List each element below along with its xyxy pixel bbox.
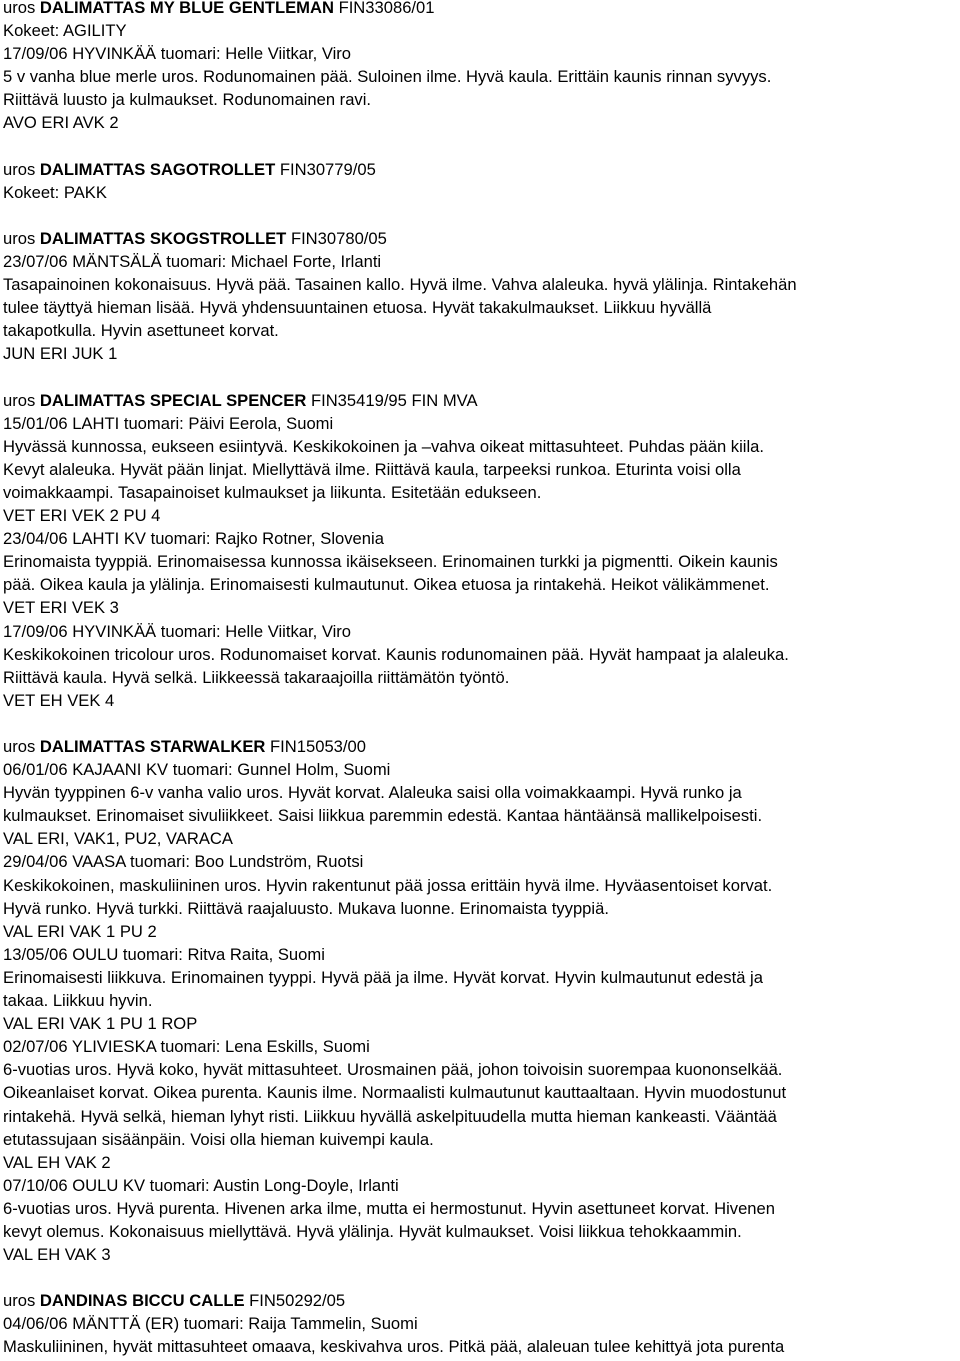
dog-registration: FIN30779/05 bbox=[275, 159, 376, 179]
dog-registration: FIN15053/00 bbox=[265, 737, 366, 756]
dog-name: DALIMATTAS SAGOTROLLET bbox=[39, 159, 276, 179]
entry-text-line: voimakkaampi. Tasapainoiset kulmaukset ja liikunta. Esitetään edukseen. bbox=[3, 482, 542, 502]
entry-text-line: 07/10/06 OULU KV tuomari: Austin Long-Doyle, Irlanti bbox=[3, 1175, 399, 1195]
blank-line bbox=[3, 204, 958, 227]
dog-name: DALIMATTAS MY BLUE GENTLEMAN bbox=[39, 0, 334, 17]
entry-text-line: VAL EH VAK 2 bbox=[3, 1152, 111, 1172]
dog-registration: FIN33086/01 bbox=[333, 0, 435, 17]
entry-text-line: 6-vuotias uros. Hyvä purenta. Hivenen arka ilme, mutta ei hermostunut. Hyvin asettuneet korvat. Hivenen bbox=[3, 1198, 775, 1218]
entry-text-line: 17/09/06 HYVINKÄÄ tuomari: Helle Viitkar, Viro bbox=[3, 621, 352, 641]
entry-text-line: Riittävä luusto ja kulmaukset. Rodunomainen ravi. bbox=[3, 90, 372, 110]
entry-text-line: Kevyt alaleuka. Hyvät pään linjat. Miellyttävä ilme. Riittävä kaula, tarpeeksi runkoa. Eturinta voisi olla bbox=[3, 459, 741, 479]
dog-name: DALIMATTAS STARWALKER bbox=[39, 737, 266, 756]
dog-registration: FIN50292/05 bbox=[244, 1291, 346, 1311]
entry-header bbox=[3, 227, 958, 250]
entry-text-line: VAL ERI VAK 1 PU 1 ROP bbox=[3, 1014, 198, 1034]
entry-text-line: Riittävä kaula. Hyvä selkä. Liikkeessä takaraajoilla riittämätön työntö. bbox=[3, 667, 510, 687]
entry-text-line: rintakehä. Hyvä selkä, hieman lyhyt risti. Liikkuu hyvällä askelpituudella mutta hieman kankeasti. Vääntää bbox=[3, 1106, 777, 1126]
entry-text-line: Hyvän tyyppinen 6-v vanha valio uros. Hyvät korvat. Alaleuka saisi olla voimakkaampi. Hyvä runko ja bbox=[3, 783, 742, 803]
entry-text-line: 04/06/06 MÄNTTÄ (ER) tuomari: Raija Tammelin, Suomi bbox=[3, 1314, 418, 1334]
dog-entry bbox=[3, 735, 958, 1266]
entry-text-line: takaa. Liikkuu hyvin. bbox=[3, 991, 153, 1011]
entry-header bbox=[3, 735, 958, 758]
blank-line bbox=[3, 712, 958, 735]
entry-text-line: Hyvä runko. Hyvä turkki. Riittävä raajaluusto. Mukava luonne. Erinomaista tyyppiä. bbox=[3, 898, 609, 918]
entry-text-line: AVO ERI AVK 2 bbox=[3, 113, 119, 133]
dog-sex: uros bbox=[3, 1291, 40, 1311]
dog-sex: uros bbox=[3, 159, 40, 179]
entry-text-line: etutassujaan sisäänpäin. Voisi olla hieman kuivempi kaula. bbox=[3, 1129, 434, 1149]
entry-header bbox=[3, 0, 958, 19]
entry-text-line: VAL EH VAK 3 bbox=[3, 1245, 111, 1265]
dog-sex: uros bbox=[3, 390, 40, 410]
blank-line bbox=[3, 1266, 958, 1289]
dog-entry bbox=[3, 1289, 958, 1358]
entry-text-line: tulee täyttyä hieman lisää. Hyvä yhdensuuntainen etuosa. Hyvät takakulmaukset. Liikkuu hyvällä bbox=[3, 298, 712, 318]
entry-text-line: Tasapainoinen kokonaisuus. Hyvä pää. Tasainen kallo. Hyvä ilme. Vahva alaleuka. hyvä ylälinja. Rintakehän bbox=[3, 275, 797, 295]
dog-entry bbox=[3, 389, 958, 712]
blank-line bbox=[3, 366, 958, 389]
entry-header bbox=[3, 1289, 958, 1312]
entry-text-line: 5 v vanha blue merle uros. Rodunomainen pää. Suloinen ilme. Hyvä kaula. Erittäin kaunis rinnan syvyys. bbox=[3, 67, 772, 87]
entry-text-line: 02/07/06 YLIVIESKA tuomari: Lena Eskills, Suomi bbox=[3, 1037, 370, 1057]
dog-name: DALIMATTAS SKOGSTROLLET bbox=[39, 228, 287, 248]
entry-text-line: Hyvässä kunnossa, eukseen esiintyvä. Keskikokoinen ja –vahva oikeat mittasuhteet. Puhdas pään kiila. bbox=[3, 436, 764, 456]
entry-text-line: takapotkulla. Hyvin asettuneet korvat. bbox=[3, 321, 279, 341]
entry-text-line: Keskikokoinen tricolour uros. Rodunomaiset korvat. Kaunis rodunomainen pää. Hyvät hampaat ja alaleuka. bbox=[3, 644, 789, 664]
entry-text-line: VET ERI VEK 2 PU 4 bbox=[3, 506, 161, 526]
entry-text-line: VET EH VEK 4 bbox=[3, 690, 115, 710]
entry-text-line: 17/09/06 HYVINKÄÄ tuomari: Helle Viitkar, Viro bbox=[3, 44, 352, 64]
blank-line bbox=[3, 135, 958, 158]
entry-text-line: 23/04/06 LAHTI KV tuomari: Rajko Rotner, Slovenia bbox=[3, 529, 384, 549]
dog-registration: FIN35419/95 FIN MVA bbox=[306, 390, 478, 410]
entry-header bbox=[3, 389, 958, 412]
dog-entry bbox=[3, 158, 958, 204]
dog-name: DANDINAS BICCU CALLE bbox=[39, 1291, 245, 1311]
entry-text-line: Kokeet: AGILITY bbox=[3, 21, 127, 41]
entry-text-line: Oikeanlaiset korvat. Oikea purenta. Kaunis ilme. Normaalisti kulmautunut kauttaaltaan. Hyvin muodostunut bbox=[3, 1083, 787, 1103]
entry-text-line: 06/01/06 KAJAANI KV tuomari: Gunnel Holm, Suomi bbox=[3, 760, 391, 780]
document-page bbox=[3, 0, 958, 1359]
entry-text-line: Kokeet: PAKK bbox=[3, 182, 107, 202]
dog-name: DALIMATTAS SPECIAL SPENCER bbox=[39, 390, 307, 410]
entry-text-line: Erinomaista tyyppiä. Erinomaisessa kunnossa ikäisekseen. Erinomainen turkki ja pigmentti. Oikein kaunis bbox=[3, 552, 778, 572]
entry-text-line: 6-vuotias uros. Hyvä koko, hyvät mittasuhteet. Urosmainen pää, johon toivoisin suorempaa kuononselkää. bbox=[3, 1060, 783, 1080]
entry-text-line: VET ERI VEK 3 bbox=[3, 598, 119, 618]
entry-text-line: VAL ERI VAK 1 PU 2 bbox=[3, 921, 157, 941]
entry-text-line: Keskikokoinen, maskuliininen uros. Hyvin rakentunut pää jossa erittäin hyvä ilme. Hyväasentoiset korvat. bbox=[3, 875, 773, 895]
entry-text-line: 15/01/06 LAHTI tuomari: Päivi Eerola, Suomi bbox=[3, 413, 334, 433]
entry-text-line: JUN ERI JUK 1 bbox=[3, 344, 118, 364]
dog-sex: uros bbox=[3, 737, 40, 756]
entry-text-line: 13/05/06 OULU tuomari: Ritva Raita, Suomi bbox=[3, 944, 325, 964]
dog-registration: FIN30780/05 bbox=[286, 228, 387, 248]
entry-text-line: kevyt olemus. Kokonaisuus miellyttävä. Hyvä ylälinja. Hyvät kulmaukset. Voisi liikkua tehokkaammin. bbox=[3, 1221, 742, 1241]
entry-text-line: VAL ERI, VAK1, PU2, VARACA bbox=[3, 829, 233, 849]
entry-header bbox=[3, 158, 958, 181]
entry-text-line: Maskuliininen, hyvät mittasuhteet omaava, keskivahva uros. Pitkä pää, alaleuan tulee kehittyä jota purenta bbox=[3, 1337, 785, 1357]
entry-text-line: kulmaukset. Erinomaiset sivuliikkeet. Saisi liikkua paremmin edestä. Kantaa häntäänsä mallikelpoisesti. bbox=[3, 806, 763, 826]
entry-text-line: 29/04/06 VAASA tuomari: Boo Lundström, Ruotsi bbox=[3, 852, 364, 872]
dog-entry bbox=[3, 227, 958, 366]
dog-sex: uros bbox=[3, 0, 40, 17]
dog-sex: uros bbox=[3, 228, 40, 248]
dog-entry bbox=[3, 0, 958, 135]
entry-text-line: 23/07/06 MÄNTSÄLÄ tuomari: Michael Forte, Irlanti bbox=[3, 252, 382, 272]
entry-text-line: Erinomaisesti liikkuva. Erinomainen tyyppi. Hyvä pää ja ilme. Hyvät korvat. Hyvin kulmautunut edestä ja bbox=[3, 967, 763, 987]
entry-text-line: pää. Oikea kaula ja ylälinja. Erinomaisesti kulmautunut. Oikea etuosa ja rintakehä. Heikot välikämmenet. bbox=[3, 575, 770, 595]
